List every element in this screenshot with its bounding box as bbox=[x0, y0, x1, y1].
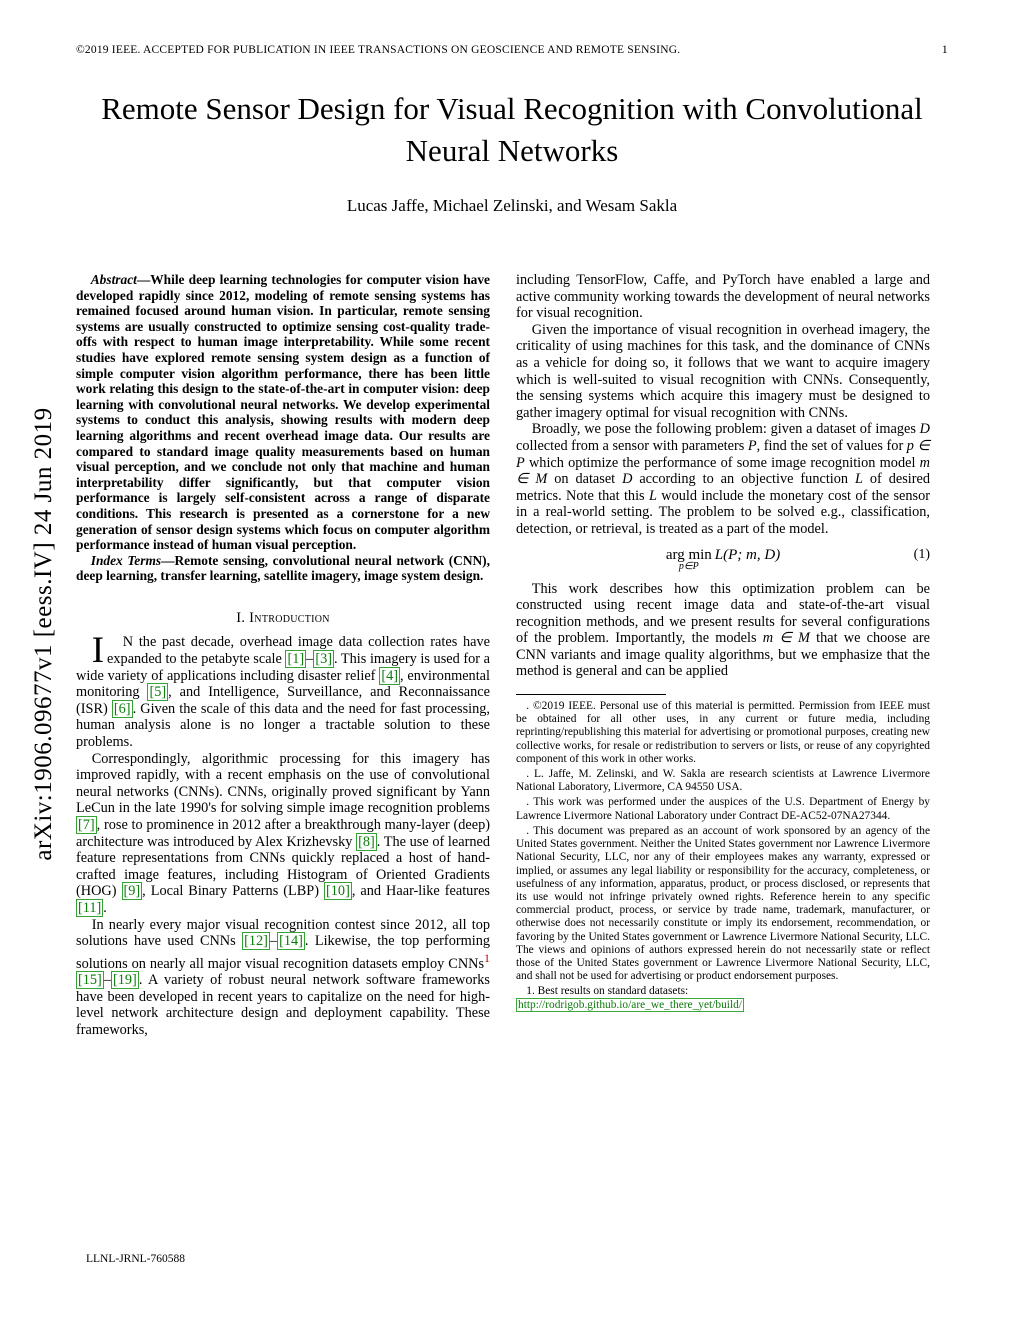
intro-paragraph-2 bbox=[76, 751, 490, 917]
citation-link[interactable]: [7] bbox=[78, 817, 95, 833]
math-dataset-symbol: D bbox=[622, 471, 633, 488]
right-column bbox=[516, 272, 930, 1038]
citation-link[interactable]: [1] bbox=[287, 651, 305, 668]
citation-link[interactable]: [15] bbox=[78, 972, 102, 989]
intro-p2-b: , rose to prominence in 2012 after a breakthrough many-layer (deep) architecture was introduced by Alex Krizhevsky bbox=[76, 817, 490, 850]
abstract-text: While deep learning technologies for computer vision have developed rapidly since 2012, modeling of remote sensing systems has remained focused around human vision. In particular, remote sensing systems are usually constructed to optimize sensing cost-quality trade-offs with respect to human image interpretability. While some recent studies have explored remote sensing system design as a function of simple computer vision algorithm performance, there has been little work relating this design to the state-of-the-art in computer vision: deep learning with convolutional neural networks. We develop experimental systems to conduct this analysis, showing results with modern deep learning algorithms and recent overhead image data. Our results are compared to standard image quality measurements based on human visual perception, and we conclude not only that machine and human interpretability differ significantly, but that computer vision performance is largely self-consistent across a range of disparate conditions. This research is presented as a cornerstone for a new generation of sensor design systems which focus on computer algorithm performance instead of human visual perception. bbox=[76, 272, 490, 553]
footnote-item: . L. Jaffe, M. Zelinski, and W. Sakla are research scientists at Lawrence Livermore National Laboratory, Livermore, CA 94550 USA. bbox=[516, 768, 930, 794]
section-heading-introduction: I. Introduction bbox=[236, 609, 330, 626]
abstract-label: Abstract bbox=[90, 272, 137, 287]
index-terms-label: Index Terms bbox=[90, 552, 162, 568]
intro-p3-b: . Likewise, the top performing solutions on nearly all major visual recognition datasets employ CNNs bbox=[76, 933, 490, 972]
footnote-item: . ©2019 IEEE. Personal use of this material is permitted. Permission from IEEE must be obtained for all other uses, in any current or future media, including reprinting/republishing this material for advertising or promotional purposes, creating new collective works, for resale or redistribution to servers or lists, or reuse of any copyrighted component of this work in other works. bbox=[516, 700, 930, 765]
author-list: Lucas Jaffe, Michael Zelinski, and Wesam Sakla bbox=[346, 196, 678, 215]
page-number: 1 bbox=[941, 42, 948, 56]
intro-p2-a: Correspondingly, algorithmic processing for this imagery has improved rapidly, with a recent emphasis on the use of convolutional neural networks (CNNs). CNNs, originally proved significant by Yann LeCun in the late 1990's for solving simple image recognition problems bbox=[76, 750, 490, 817]
equation-expression: L(P; m, D) bbox=[714, 546, 781, 563]
math-objective-symbol: L bbox=[855, 471, 863, 488]
intro-p2-e: , and Haar-like features bbox=[351, 883, 490, 900]
citation-link[interactable]: [3] bbox=[315, 651, 332, 668]
intro-p3-c: . A variety of robust neural network software frameworks have been developed in recent years to capitalize on the need for high-level network architecture design and deployment capability. These frameworks, bbox=[76, 972, 490, 1038]
cite-dash: – bbox=[306, 651, 314, 668]
right-paragraph-1: including TensorFlow, Caffe, and PyTorch have enabled a large and active community working towards the development of neural networks for visual recognition. bbox=[516, 272, 930, 322]
intro-p2-c: . The use of learned feature representations from CNNs quickly replaced a host of hand-crafted image features, including Histogram of Oriented Gradients (HOG) bbox=[76, 833, 490, 900]
math-m-in-M: m ∈ M bbox=[516, 454, 930, 488]
r3-b: collected from a sensor with parameters bbox=[516, 437, 748, 454]
intro-paragraph-1 bbox=[76, 630, 490, 751]
left-column bbox=[76, 272, 490, 1038]
intro-p1-b: . This imagery is used for a wide variety of applications including disaster relief bbox=[76, 651, 490, 684]
footnote-numbered bbox=[516, 985, 930, 1011]
math-parameters-symbol: P bbox=[747, 437, 757, 454]
citation-link[interactable]: [11] bbox=[78, 899, 102, 916]
two-column-body bbox=[76, 272, 948, 1038]
citation-link[interactable]: [5] bbox=[149, 684, 167, 701]
right-paragraph-2: Given the importance of visual recognition in overhead imagery, the criticality of using machines for this task, and the dominance of CNNs as a vehicle for doing so, it follows that we want to acquire imagery which is well-suited to visual recognition with CNNs. Consequently, the sensing systems which acquire this imagery must be designed to gather imagery optimal for visual recognition with CNNs. bbox=[516, 321, 930, 421]
index-terms-text: Remote sensing, convolutional neural network (CNN), deep learning, transfer learning, satellite imagery, image system design. bbox=[76, 552, 490, 584]
footnote-item: . This document was prepared as an account of work sponsored by an agency of the United States government. Neither the United States government nor Lawrence Livermore National Security, LLC, nor any of their employees makes any warranty, expressed or implied, or assumes any legal liability or responsibility for the accuracy, completeness, or usefulness of any information, apparatus, product, or process disclosed, or represents that its use would not infringe privately owned rights. Reference herein to any specific commercial product, process, or service by trade name, trademark, manufacturer, or otherwise does not necessarily constitute or imply its endorsement, recommendation, or favoring by the United States government or Lawrence Livermore National Security, LLC. The views and opinions of authors expressed herein do not necessarily state or reflect those of the United States government or Lawrence Livermore National Security, LLC, and shall not be used for advertising or product endorsement purposes. bbox=[516, 824, 930, 983]
cite-dash: – bbox=[103, 972, 111, 989]
right-paragraph-3 bbox=[516, 421, 930, 537]
intro-p2-f: . bbox=[103, 899, 107, 916]
r4-b: that we choose are CNN variants and image quality algorithms, but we emphasize that the method is general and can be applied bbox=[516, 630, 931, 680]
r3-a: Broadly, we pose the following problem: given a dataset of images bbox=[531, 421, 920, 438]
footnote-marker[interactable]: 1 bbox=[484, 950, 490, 965]
intro-p2-d: , Local Binary Patterns (LBP) bbox=[142, 883, 325, 900]
footnote-item: . This work was performed under the auspices of the U.S. Department of Energy by Lawrence Livermore National Laboratory under Contract DE-AC52-07NA27344. bbox=[516, 796, 930, 822]
r3-e: on dataset bbox=[547, 471, 623, 488]
r3-h: would include the monetary cost of the sensor in a real-world setting. The problem to be solved e.g., classification, detection, or retrieval, is treated as a part of the model. bbox=[516, 487, 930, 537]
r3-f: according to an objective function bbox=[632, 471, 855, 488]
argmin-subscript: p∈P bbox=[678, 560, 699, 572]
r3-g: of desired metrics. Note that this bbox=[516, 471, 931, 504]
drop-cap: I bbox=[91, 630, 105, 672]
document-identifier: LLNL-JRNL-760588 bbox=[86, 1253, 186, 1265]
arxiv-identifier-stamp: arXiv:1906.09677v1 [eess.IV] 24 Jun 2019 bbox=[30, 407, 57, 861]
intro-p1-d: , and Intelligence, Surveillance, and Reconnaissance (ISR) bbox=[76, 684, 490, 717]
r3-c: , find the set of values for bbox=[756, 437, 907, 454]
footnote-block bbox=[516, 700, 930, 1012]
cite-dash: – bbox=[269, 933, 278, 950]
math-p-in-P: p ∈ P bbox=[516, 437, 930, 471]
equation-number: (1) bbox=[913, 546, 930, 562]
intro-paragraph-3 bbox=[76, 917, 490, 1039]
external-link[interactable]: http://rodrigob.github.io/are_we_there_yet/build/ bbox=[518, 998, 742, 1011]
abstract-paragraph bbox=[76, 272, 490, 553]
math-dataset-symbol: D bbox=[919, 421, 930, 438]
intro-p3-a: In nearly every major visual recognition contest since 2012, all top solutions have used CNNs bbox=[76, 916, 490, 950]
equation-1 bbox=[516, 547, 930, 572]
citation-link[interactable]: [12] bbox=[244, 933, 268, 950]
intro-p1-a: N the past decade, overhead image data collection rates have expanded to the petabyte scale bbox=[107, 634, 490, 668]
index-terms-dash: — bbox=[161, 552, 175, 568]
citation-link[interactable]: [10] bbox=[326, 883, 350, 900]
page-title: Remote Sensor Design for Visual Recognition with Convolutional Neural Networks bbox=[101, 91, 923, 168]
right-paragraph-4 bbox=[516, 581, 930, 681]
r3-d: which optimize the performance of some image recognition model bbox=[524, 454, 920, 471]
page-header bbox=[76, 42, 948, 57]
abstract-dash: — bbox=[136, 272, 151, 287]
header-copyright-line: ©2019 IEEE. ACCEPTED FOR PUBLICATION IN IEEE TRANSACTIONS ON GEOSCIENCE AND REMOTE SENSING. bbox=[76, 44, 681, 56]
footnote-numbered-text: 1. Best results on standard datasets: bbox=[526, 985, 689, 998]
footnote-divider bbox=[516, 694, 666, 695]
math-m-in-M: m ∈ M bbox=[762, 630, 810, 647]
argmin-top: arg min bbox=[665, 546, 712, 563]
citation-link[interactable]: [19] bbox=[112, 972, 137, 989]
citation-link[interactable]: [14] bbox=[279, 933, 303, 950]
intro-p1-e: . Given the scale of this data and the need for fast processing, human analysis alone is no longer a tractable solution to these problems. bbox=[76, 700, 490, 751]
r4-a: This work describes how this optimization problem can be constructed using recent image data and state-of-the-art visual recognition methods, and we present results for several configurations of the problem. Importantly, the models bbox=[516, 580, 930, 647]
citation-link[interactable]: [6] bbox=[113, 700, 131, 717]
citation-link[interactable]: [9] bbox=[123, 883, 141, 900]
citation-link[interactable]: [8] bbox=[358, 833, 375, 850]
index-terms-paragraph bbox=[76, 553, 490, 584]
argmin-operator bbox=[666, 548, 712, 572]
citation-link[interactable]: [4] bbox=[381, 667, 398, 684]
intro-p1-c: , environmental monitoring bbox=[76, 667, 490, 701]
math-objective-symbol: L bbox=[648, 487, 657, 504]
